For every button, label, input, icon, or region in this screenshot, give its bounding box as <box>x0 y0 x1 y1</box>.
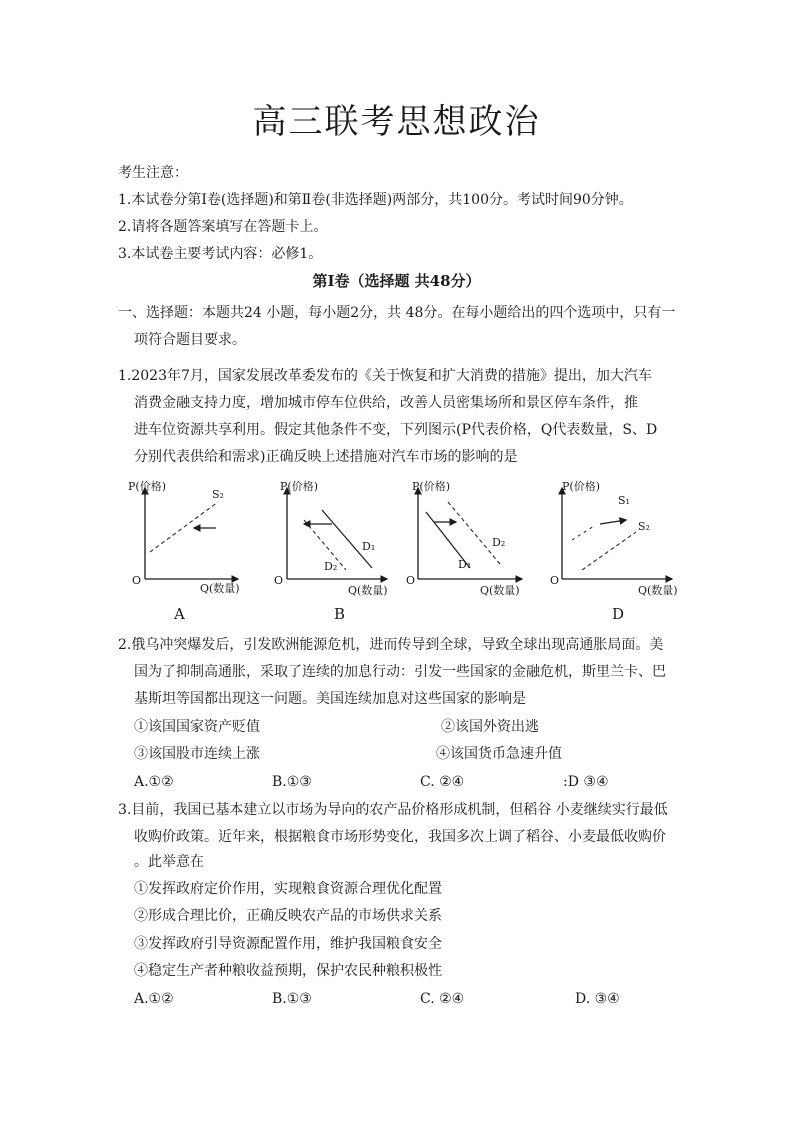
exam-title: 高三联考思想政治 <box>252 102 541 142</box>
q1-line-4: 分别代表供给和需求)正确反映上述措施对汽车市场的影响的是 <box>134 449 518 465</box>
q2-option-b: B.①③ <box>272 774 312 790</box>
notice-item-1: 1.本试卷分第Ⅰ卷(选择题)和第Ⅱ卷(非选择题)两部分，共100分。考试时间90分钟。 <box>118 192 633 208</box>
supply-curve-s1 <box>572 526 594 540</box>
demand-curve-d2 <box>448 502 500 564</box>
curve-label-d1: D₁ <box>458 558 472 571</box>
curve-label-d2: D₂ <box>492 536 506 549</box>
graph-b <box>262 474 402 624</box>
q1-line-1: 1.2023年7月，国家发展改革委发布的《关于恢复和扩大消费的措施》提出，加大汽车 <box>118 368 652 384</box>
p-axis-label: P(价格) <box>280 480 318 493</box>
q-axis-label: Q(数量) <box>348 584 388 597</box>
q2-statement-2: ②该国外资出逃 <box>441 719 539 735</box>
graph-c <box>400 474 540 624</box>
graph-letter-a: A <box>174 605 185 623</box>
curve-label-d2: D₂ <box>324 560 338 573</box>
notice-item-3: 3.本试卷主要考试内容：必修1。 <box>118 246 323 262</box>
q3-option-a: A.①② <box>134 991 174 1007</box>
q-axis-label: Q(数量) <box>480 584 520 597</box>
graph-d <box>542 474 692 624</box>
graph-a <box>118 474 258 624</box>
origin-label: O <box>406 574 416 587</box>
q3-line-3: 。此举意在 <box>134 854 204 870</box>
origin-label: O <box>274 574 284 587</box>
q2-option-a: A.①② <box>134 774 174 790</box>
q3-statement-2: ②形成合理比价，正确反映农产品的市场供求关系 <box>134 908 442 924</box>
origin-label: O <box>132 574 142 587</box>
q3-statement-4: ④稳定生产者种粮收益预期，保护农民种粮积极性 <box>134 963 442 979</box>
q-axis-label: Q(数量) <box>638 584 678 597</box>
q2-statement-1: ①该国国家资产贬值 <box>134 719 260 735</box>
q2-line-2: 国为了抑制高通胀，采取了连续的加息行动：引发一些国家的金融危机，斯里兰卡、巴 <box>134 664 666 680</box>
q3-option-b: B.①③ <box>272 991 312 1007</box>
p-axis-label: P(价格) <box>562 480 600 493</box>
q3-statement-3: ③发挥政府引导资源配置作用，维护我国粮食安全 <box>134 936 442 952</box>
p-axis-label: P(价格) <box>128 480 166 493</box>
supply-curve-s2 <box>582 532 636 570</box>
curve-label-d1: D₁ <box>362 540 376 553</box>
shift-arrow <box>600 520 626 524</box>
q2-line-1: 2.俄乌冲突爆发后，引发欧洲能源危机，进而传导到全球，导致全球出现高通胀局面。美 <box>118 637 664 653</box>
curve-label-s2: S₂ <box>212 488 224 501</box>
q-axis-label: Q(数量) <box>200 582 240 595</box>
graph-letter-d: D <box>612 605 625 623</box>
section-title: 第Ⅰ卷（选择题 共48分） <box>312 272 481 290</box>
notice-item-2: 2.请将各题答案填写在答题卡上。 <box>118 219 328 235</box>
q1-line-3: 进车位资源共享利用。假定其他条件不变，下列图示(P代表价格，Q代表数量，S、D <box>134 422 658 438</box>
q3-line-2: 收购价政策。近年来，根据粮食市场形势变化，我国多次上调了稻谷、小麦最低收购价 <box>134 829 666 845</box>
p-axis-label: P(价格) <box>412 480 450 493</box>
q1-line-2: 消费金融支持力度，增加城市停车位供给，改善人员密集场所和景区停车条件，推 <box>134 395 638 411</box>
q2-statement-3: ③该国股市连续上涨 <box>134 746 260 762</box>
curve-label-s1: S₁ <box>618 494 630 507</box>
q3-statement-1: ①发挥政府定价作用，实现粮食资源合理优化配置 <box>134 881 442 897</box>
q3-option-c: C. ②④ <box>420 991 465 1007</box>
q2-line-3: 基斯坦等国都出现这一问题。美国连续加息对这些国家的影响是 <box>134 691 526 707</box>
q2-statement-4: ④该国货币急速升值 <box>436 746 562 762</box>
section-intro-line-2: 项符合题目要求。 <box>134 332 246 348</box>
q2-option-c: C. ②④ <box>420 774 465 790</box>
notice-heading: 考生注意： <box>118 165 188 181</box>
q3-option-d: D. ③④ <box>575 991 620 1007</box>
q2-option-d: :D ③④ <box>563 774 609 790</box>
section-intro-line-1: 一、选择题：本题共24 小题，每小题2分，共 48分。在每小题给出的四个选项中，只有一 <box>118 305 676 321</box>
supply-curve-s2 <box>150 502 218 552</box>
q3-line-1: 3.目前，我国已基本建立以市场为导向的农产品价格形成机制，但稻谷 小麦继续实行最低 <box>118 802 668 818</box>
origin-label: O <box>550 574 560 587</box>
curve-label-s2: S₂ <box>638 520 650 533</box>
graph-letter-b: B <box>334 605 346 623</box>
